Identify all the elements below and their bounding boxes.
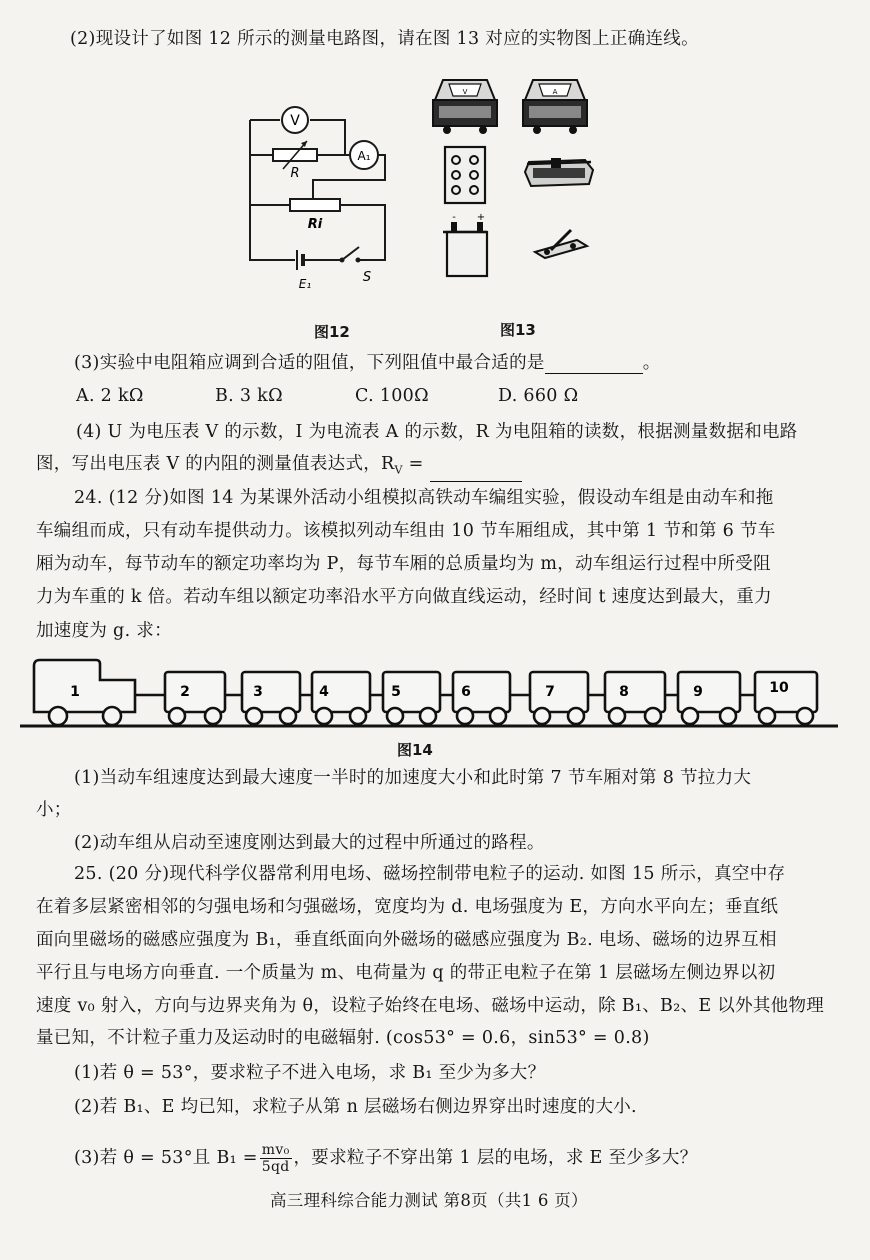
q4-text: 图，写出电压表 V 的内阻的测量值表达式，R <box>36 454 395 474</box>
svg-text:V: V <box>462 88 468 96</box>
p24-line-5: 加速度为 g. 求： <box>36 621 172 641</box>
p24-q2: (2)动车组从启动至速度刚达到最大的过程中所通过的路程。 <box>74 833 545 853</box>
battery-label: E₁ <box>298 277 312 291</box>
p25-line-3: 面向里磁场的磁感应强度为 B₁，垂直纸面向外磁场的磁感应强度为 B₂. 电场、磁场的边界互相 <box>36 930 777 950</box>
q3-option-c: C. 100Ω <box>355 386 429 406</box>
car-number-4: 4 <box>319 684 329 700</box>
q4-line-1: (4) U 为电压表 V 的示数，I 为电流表 A 的示数，R 为电阻箱的读数，根据测量数据和电路 <box>76 422 798 442</box>
q3-question <box>74 352 661 374</box>
q2-text: (2)现设计了如图 12 所示的测量电路图，请在图 13 对应的实物图上正确连线。 <box>70 29 699 49</box>
resistor-box-label: Ri <box>307 217 323 232</box>
p25-q3-pre: (3)若 θ = 53°且 B₁ = <box>74 1148 258 1168</box>
q3-text: (3)实验中电阻箱应调到合适的阻值，下列阻值中最合适的是 <box>74 353 545 373</box>
fraction-numerator: mv₀ <box>260 1142 292 1159</box>
train-car-9 <box>678 672 740 724</box>
rheostat-device <box>525 158 593 186</box>
car-number-5: 5 <box>391 684 401 700</box>
p25-line-6: 量已知，不计粒子重力及运动时的电磁辐射. (cos53° = 0.6，sin53° = 0.8) <box>36 1028 650 1048</box>
svg-text:A: A <box>552 88 558 96</box>
q4-equals: = <box>402 454 430 474</box>
q3-answer-blank <box>545 357 643 374</box>
q3-option-b: B. 3 kΩ <box>215 386 283 406</box>
car-number-7: 7 <box>545 684 555 700</box>
resistor-box-symbol <box>290 199 340 211</box>
battery-device <box>443 212 487 276</box>
q4-answer-blank <box>430 465 522 482</box>
train-car-7 <box>530 672 588 724</box>
q4-line-2 <box>36 453 522 482</box>
p25-q3 <box>74 1140 697 1176</box>
p25-q3-post: ，要求粒子不穿出第 1 层的电场，求 E 至少多大？ <box>293 1148 698 1168</box>
figure-12-caption: 图12 <box>314 323 350 341</box>
resistance-box-device <box>445 147 485 203</box>
train-car-3 <box>242 672 300 724</box>
figure-12-circuit <box>235 95 405 295</box>
p24-q1-line-2: 小； <box>36 800 72 820</box>
car-number-9: 9 <box>693 684 703 700</box>
p25-line-1: 25. (20 分)现代科学仪器常利用电场、磁场控制带电粒子的运动. 如图 15 所示，真空中存 <box>74 864 786 884</box>
q3-end: 。 <box>642 353 661 373</box>
voltmeter-device <box>433 80 497 134</box>
fraction-denominator: 5qd <box>261 1159 290 1175</box>
figure-14-caption: 图14 <box>397 741 433 759</box>
p24-line-3: 厢为动车，每节动车的额定功率均为 P，每节车厢的总质量均为 m，动车组运行过程中所受阻 <box>36 554 771 574</box>
q4-subscript: V <box>394 463 403 477</box>
rheostat-label: R <box>290 166 300 181</box>
car-number-2: 2 <box>180 684 190 700</box>
p25-q3-fraction <box>260 1142 292 1175</box>
p25-q2: (2)若 B₁、E 均已知，求粒子从第 n 层磁场右侧边界穿出时速度的大小. <box>74 1097 637 1117</box>
car-number-10: 10 <box>769 680 789 696</box>
figure-13-components <box>425 72 615 287</box>
switch-symbol <box>340 247 361 263</box>
p24-q1-line-1: (1)当动车组速度达到最大速度一半时的加速度大小和此时第 7 节车厢对第 8 节拉力大 <box>74 768 752 788</box>
car-number-6: 6 <box>461 684 471 700</box>
svg-text:-: - <box>452 212 456 223</box>
p25-line-2: 在着多层紧密相邻的匀强电场和匀强磁场，宽度均为 d. 电场强度为 E，方向水平向左；垂直纸 <box>36 897 779 917</box>
q3-option-d: D. 660 Ω <box>498 386 579 406</box>
switch-label: S <box>362 270 372 285</box>
p24-line-2: 车编组而成，只有动车提供动力。该模拟列动车组由 10 节车厢组成，其中第 1 节和第 6 节车 <box>36 521 776 541</box>
voltmeter-label: V <box>290 113 300 129</box>
switch-device <box>535 230 587 258</box>
p24-line-4: 力为车重的 k 倍。若动车组以额定功率沿水平方向做直线运动，经时间 t 速度达到最大，重力 <box>36 587 772 607</box>
figure-14-train <box>20 650 840 735</box>
train-car-1 <box>34 660 135 725</box>
svg-text:+: + <box>476 212 486 223</box>
train-car-8 <box>605 672 665 724</box>
car-number-8: 8 <box>619 684 629 700</box>
train-car-2 <box>165 672 225 724</box>
car-number-1: 1 <box>70 684 80 700</box>
p24-line-1: 24. (12 分)如图 14 为某课外活动小组模拟高铁动车编组实验，假设动车组是由动车和拖 <box>74 488 774 508</box>
page-footer: 高三理科综合能力测试 第8页（共1 6 页） <box>270 1191 588 1210</box>
p25-line-4: 平行且与电场方向垂直. 一个质量为 m、电荷量为 q 的带正电粒子在第 1 层磁场左侧边界以初 <box>36 963 776 983</box>
ammeter-device <box>523 80 587 134</box>
p25-line-5: 速度 v₀ 射入，方向与边界夹角为 θ，设粒子始终在电场、磁场中运动，除 B₁、B₂、E 以外其他物理 <box>36 996 825 1016</box>
battery-symbol <box>297 250 303 270</box>
q3-option-a: A. 2 kΩ <box>76 386 144 406</box>
ammeter-label: A₁ <box>357 149 371 163</box>
car-number-3: 3 <box>253 684 263 700</box>
p25-q1: (1)若 θ = 53°，要求粒子不进入电场，求 B₁ 至少为多大？ <box>74 1063 546 1083</box>
figure-13-caption: 图13 <box>500 321 536 339</box>
